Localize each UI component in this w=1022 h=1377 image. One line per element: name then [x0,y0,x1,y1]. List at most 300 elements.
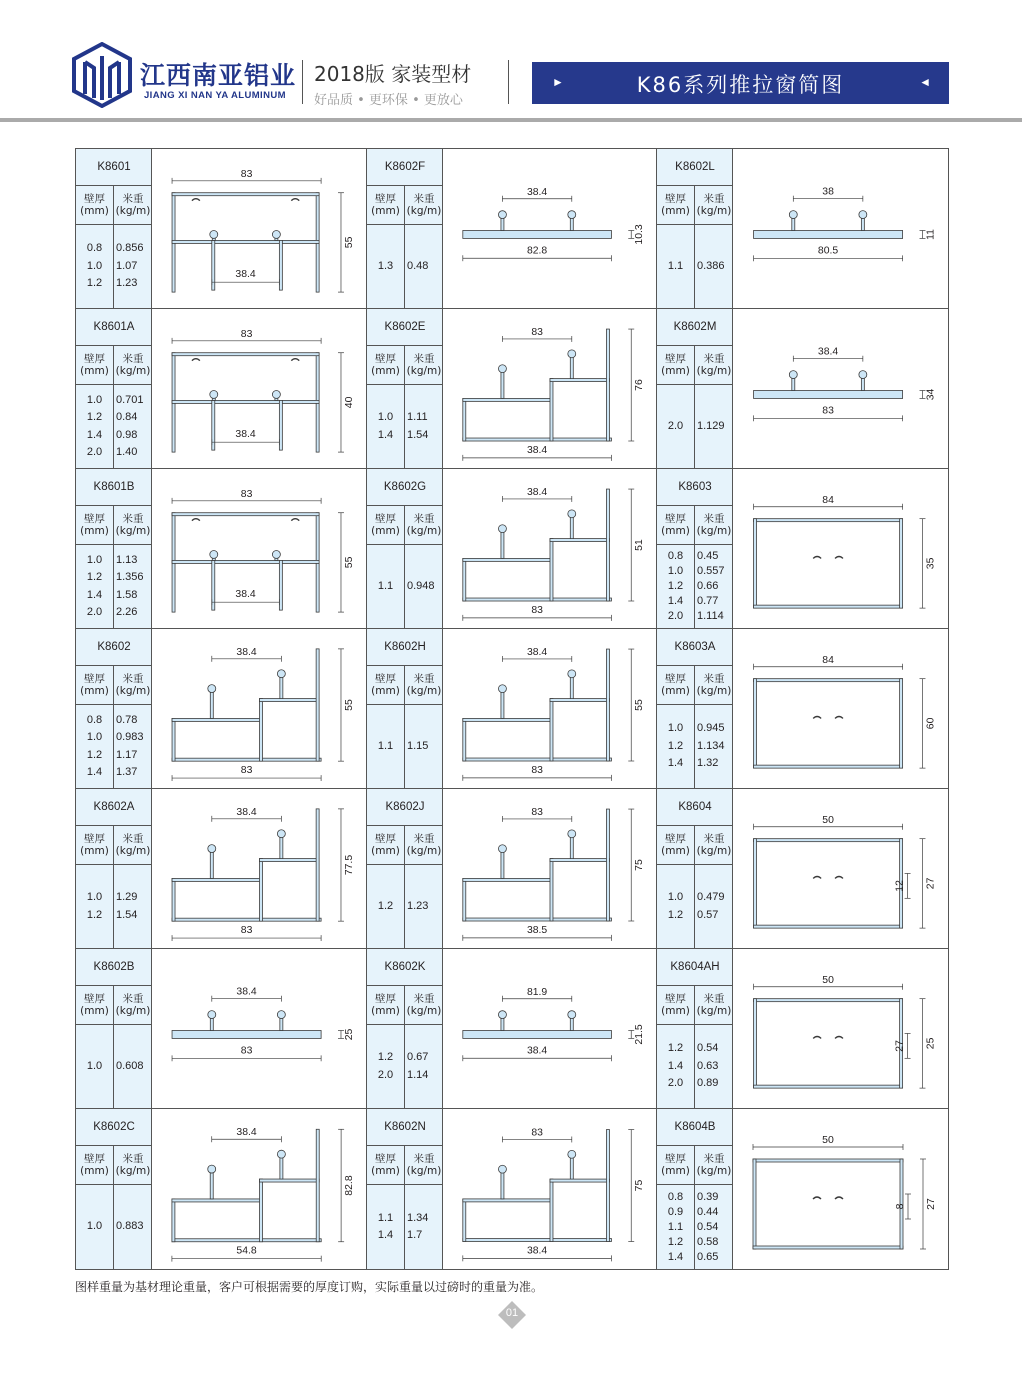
profile-drawing [152,309,366,468]
thickness-header [657,185,695,225]
spec-panel [657,789,733,948]
weight-value: 0.65 [697,1250,719,1263]
profile-code: K8602A [76,789,152,826]
weight-value: 0.948 [407,579,435,592]
weight-value: 0.98 [116,428,138,441]
weight-value: 0.44 [697,1205,719,1218]
thickness-values [657,225,694,308]
svg-text:77.5: 77.5 [343,854,355,876]
thickness-values [657,705,694,788]
profile-code: K8602H [367,629,443,666]
weight-header [114,665,152,705]
thickness-values [76,1185,113,1269]
weight-header [405,985,443,1025]
profile-code: K8603 [657,469,733,506]
thickness-value: 1.4 [667,757,684,770]
footnote: 图样重量为基材理论重量，客户可根据需要的厚度订购，实际重量以过磅时的重量为准。 [75,1280,544,1294]
thickness-header-label: 壁厚 [84,513,105,525]
thickness-value: 0.8 [86,713,103,726]
profile-cell-k8602e [367,309,657,469]
profile-section-diagram [443,629,656,788]
weight-values [114,865,152,948]
weight-values [695,545,733,628]
thickness-header [76,505,114,545]
thickness-values [76,225,113,308]
profile-cell-k8602l [657,149,948,309]
profile-drawing [733,149,948,308]
weight-header-unit: (kg/m) [115,205,151,217]
svg-text:82.8: 82.8 [344,1175,356,1196]
thickness-value: 0.8 [86,242,103,255]
thickness-value: 1.3 [377,259,394,272]
arrow-right-icon: ► [552,75,564,89]
weight-value: 1.15 [407,739,429,752]
header-divider [508,60,509,104]
weight-values [114,1025,152,1108]
thickness-value: 1.0 [86,259,103,272]
weight-header-label: 米重 [703,833,725,845]
profile-cell-k8602j [367,789,657,949]
title-bar [532,62,949,104]
thickness-values [367,385,404,468]
thickness-header [76,345,114,385]
spec-panel [76,629,152,788]
profile-cell-k8602g [367,469,657,629]
thickness-values [76,705,113,788]
thickness-values [657,1025,694,1108]
thickness-header-unit: (mm) [371,525,400,537]
thickness-value: 1.1 [667,259,684,272]
profile-section-diagram [443,469,656,628]
svg-text:38.5: 38.5 [526,924,548,936]
thickness-value: 1.0 [667,722,684,735]
profile-code: K8602B [76,949,152,986]
weight-header-unit: (kg/m) [115,1165,151,1177]
arrow-left-icon: ◄ [919,75,931,89]
thickness-header-unit: (mm) [80,685,109,697]
weight-values [114,545,152,628]
profile-code: K8602N [367,1109,443,1146]
thickness-values [76,1025,113,1108]
profile-code: K8601 [76,149,152,186]
weight-values [114,225,152,308]
weight-values [405,705,443,788]
spec-panel [367,469,443,628]
spec-panel [657,949,733,1108]
weight-value: 0.89 [697,1077,719,1090]
thickness-header-label: 壁厚 [375,673,396,685]
thickness-header [367,665,405,705]
svg-text:50: 50 [822,1134,834,1146]
weight-value: 0.983 [116,731,144,743]
svg-text:81.9: 81.9 [526,986,548,998]
thickness-header-unit: (mm) [80,1165,109,1177]
thickness-value: 2.0 [377,1068,394,1081]
weight-value: 1.34 [407,1211,429,1224]
profile-drawing [733,789,948,948]
weight-header [695,825,733,865]
weight-header-label: 米重 [413,353,435,365]
weight-header [114,505,152,545]
thickness-header-label: 壁厚 [375,1153,396,1165]
weight-header [114,345,152,385]
profile-code: K8602L [657,149,733,186]
weight-header-label: 米重 [413,1153,435,1165]
weight-value: 0.856 [116,242,144,255]
svg-text:84: 84 [822,494,834,506]
weight-header-label: 米重 [122,353,144,365]
thickness-header [657,1145,695,1185]
thickness-header-unit: (mm) [371,1005,400,1017]
weight-header-unit: (kg/m) [696,365,732,377]
thickness-header-unit: (mm) [80,1005,109,1017]
thickness-header-label: 壁厚 [665,833,686,845]
weight-header-unit: (kg/m) [696,845,732,857]
profile-drawing [443,1109,656,1269]
svg-text:27: 27 [894,1040,906,1052]
svg-text:51: 51 [634,539,646,551]
weight-value: 1.54 [407,428,429,441]
page-number-badge [497,1300,527,1330]
weight-value: 0.45 [697,550,719,562]
thickness-header [657,345,695,385]
profile-drawing [152,949,366,1108]
svg-text:38: 38 [822,186,834,198]
thickness-value: 1.2 [377,899,394,912]
svg-text:38.4: 38.4 [526,186,548,198]
thickness-values [367,545,404,628]
weight-header [114,1145,152,1185]
profile-drawing [733,309,948,468]
thickness-header [367,345,405,385]
spec-panel [367,1109,443,1269]
svg-text:21.5: 21.5 [634,1024,646,1045]
thickness-value: 2.0 [667,419,684,432]
weight-value: 1.7 [407,1229,423,1241]
profile-section-diagram [733,469,948,628]
weight-header-label: 米重 [413,513,435,525]
thickness-header [367,1145,405,1185]
thickness-header [367,185,405,225]
profile-drawing [443,789,656,948]
weight-value: 1.07 [116,259,138,272]
weight-value: 0.58 [697,1235,719,1248]
svg-text:27: 27 [925,877,937,890]
thickness-header-unit: (mm) [371,205,400,217]
thickness-header [657,985,695,1025]
weight-values [405,1025,443,1108]
weight-header-unit: (kg/m) [696,1005,732,1017]
svg-text:83: 83 [531,604,543,616]
svg-text:12: 12 [894,880,906,892]
weight-header [114,825,152,865]
page-title: K86系列推拉窗简图 [636,73,845,97]
profile-code: K8602J [367,789,443,826]
profile-code: K8602G [367,469,443,506]
spec-panel [367,629,443,788]
thickness-header-label: 壁厚 [84,673,105,685]
weight-header-unit: (kg/m) [406,1165,442,1177]
weight-header [695,185,733,225]
thickness-header-unit: (mm) [80,205,109,217]
weight-value: 1.114 [697,610,724,622]
profile-section-diagram [152,309,366,468]
thickness-value: 1.1 [377,1211,394,1224]
weight-header [405,185,443,225]
thickness-value: 1.1 [667,1220,684,1233]
weight-header-unit: (kg/m) [115,685,151,697]
thickness-header-unit: (mm) [80,845,109,857]
profile-code: K8603A [657,629,733,666]
weight-values [695,225,733,308]
weight-value: 1.58 [116,588,138,601]
svg-text:54.8: 54.8 [236,1245,257,1257]
weight-header-label: 米重 [413,673,435,685]
profile-drawing [443,949,656,1108]
spec-panel [657,1109,733,1269]
thickness-value: 0.8 [667,550,684,562]
profile-cell-k8602 [76,629,367,789]
thickness-header [76,985,114,1025]
thickness-value: 2.0 [86,446,103,458]
thickness-header [76,185,114,225]
weight-header-label: 米重 [703,193,725,205]
svg-text:75: 75 [634,859,646,871]
profile-cell-k8604ah [657,949,948,1109]
thickness-value: 1.2 [86,571,103,583]
thickness-header [367,985,405,1025]
weight-header-label: 米重 [122,673,144,685]
profile-section-diagram [152,789,366,948]
weight-value: 1.40 [116,446,138,458]
thickness-value: 1.0 [86,393,103,406]
weight-header [405,825,443,865]
svg-text:75: 75 [634,1179,646,1192]
svg-text:38.4: 38.4 [236,1127,257,1139]
weight-values [405,865,443,948]
svg-text:38.4: 38.4 [236,986,257,998]
thickness-header-unit: (mm) [371,845,400,857]
profile-cell-k8601a [76,309,367,469]
weight-values [405,1185,443,1269]
weight-value: 1.129 [697,419,725,432]
weight-value: 0.701 [116,393,144,406]
weight-value: 0.66 [697,580,719,592]
profile-cell-k8603a [657,629,948,789]
svg-text:50: 50 [822,974,834,986]
svg-text:38.4: 38.4 [526,1045,548,1057]
svg-text:82.8: 82.8 [526,245,548,257]
profile-section-diagram [443,949,656,1108]
svg-text:55: 55 [343,699,355,711]
weight-header-label: 米重 [703,1153,725,1165]
weight-value: 1.14 [407,1068,429,1081]
svg-text:76: 76 [634,379,646,391]
weight-header-unit: (kg/m) [696,1165,732,1177]
profile-code: K8602K [367,949,443,986]
thickness-header-unit: (mm) [661,1005,690,1017]
svg-text:25: 25 [925,1037,937,1050]
spec-panel [76,309,152,468]
svg-text:83: 83 [822,405,834,417]
svg-text:38.4: 38.4 [235,589,256,601]
profile-cell-k8604b [657,1109,948,1269]
thickness-header-label: 壁厚 [665,673,686,685]
thickness-value: 1.1 [377,579,394,592]
profile-section-diagram [733,149,948,308]
thickness-header [76,1145,114,1185]
profile-cell-k8602h [367,629,657,789]
spec-panel [657,309,733,468]
svg-text:34: 34 [925,388,937,401]
profile-section-diagram [152,1109,366,1269]
thickness-values [76,545,113,628]
svg-text:83: 83 [240,488,253,500]
thickness-value: 1.0 [377,411,394,423]
thickness-header-label: 壁厚 [375,993,396,1005]
thickness-header-label: 壁厚 [375,513,396,525]
weight-value: 0.67 [407,1051,429,1063]
thickness-value: 1.2 [667,908,684,921]
thickness-values [657,865,694,948]
profile-cell-k8602k [367,949,657,1109]
thickness-header-unit: (mm) [371,365,400,377]
weight-value: 0.945 [697,722,725,735]
spec-panel [76,789,152,948]
profile-section-diagram [443,309,656,468]
thickness-value: 1.0 [667,891,684,903]
weight-value: 0.608 [116,1059,144,1072]
thickness-value: 0.8 [667,1190,684,1203]
thickness-values [657,1185,694,1269]
thickness-value: 1.2 [667,1235,684,1248]
svg-text:60: 60 [925,717,937,730]
thickness-header [657,665,695,705]
weight-value: 1.32 [697,757,719,770]
svg-text:38.4: 38.4 [526,487,548,499]
weight-value: 2.26 [116,606,138,618]
svg-text:27: 27 [925,1198,937,1210]
thickness-value: 1.4 [667,1059,684,1072]
thickness-value: 1.2 [377,1051,394,1063]
thickness-value: 1.4 [377,1229,394,1241]
svg-text:38.4: 38.4 [526,1245,548,1257]
weight-header-label: 米重 [122,193,144,205]
weight-header [695,1145,733,1185]
weight-value: 0.57 [697,908,719,921]
svg-text:83: 83 [531,807,543,819]
thickness-value: 1.2 [667,739,684,752]
weight-value: 0.39 [697,1190,719,1203]
weight-values [695,865,733,948]
profile-cell-k8602a [76,789,367,949]
svg-text:10.3: 10.3 [634,224,646,245]
weight-header-label: 米重 [413,833,435,845]
thickness-value: 1.1 [377,739,394,752]
spec-panel [76,149,152,308]
thickness-header-unit: (mm) [661,205,690,217]
svg-text:8: 8 [894,1203,906,1210]
svg-text:25: 25 [343,1028,355,1041]
profile-drawing [152,469,366,628]
weight-header-unit: (kg/m) [115,845,151,857]
profile-section-diagram [733,949,948,1108]
profile-code: K8601A [76,309,152,346]
brand-name-cn: 江西南亚铝业 [140,61,297,90]
weight-value: 0.386 [697,259,725,272]
thickness-header [367,505,405,545]
weight-value: 1.356 [116,571,144,583]
profile-section-diagram [733,309,948,468]
profile-code: K8602M [657,309,733,346]
thickness-header [657,505,695,545]
thickness-header-label: 壁厚 [84,1153,105,1165]
thickness-values [657,545,694,628]
weight-value: 0.77 [697,595,719,607]
profile-cell-k8602n [367,1109,657,1269]
thickness-value: 2.0 [86,606,103,618]
weight-header-unit: (kg/m) [696,205,732,217]
profile-cell-k8601 [76,149,367,309]
profile-code: K8602C [76,1109,152,1146]
profile-cell-k8603 [657,469,948,629]
thickness-header-label: 壁厚 [665,513,686,525]
spec-panel [367,789,443,948]
thickness-header-unit: (mm) [371,685,400,697]
weight-header-unit: (kg/m) [406,205,442,217]
weight-value: 1.23 [407,899,429,912]
profile-cell-k8602f [367,149,657,309]
svg-text:83: 83 [240,925,253,937]
weight-header-label: 米重 [703,513,725,525]
weight-values [405,385,443,468]
thickness-header-label: 壁厚 [665,353,686,365]
weight-header-unit: (kg/m) [406,1005,442,1017]
weight-value: 0.479 [697,891,725,903]
profile-code: K8601B [76,469,152,506]
svg-text:80.5: 80.5 [817,245,839,257]
weight-header-label: 米重 [413,993,435,1005]
svg-text:38.4: 38.4 [236,806,257,818]
profile-drawing [443,149,656,308]
slogan: 好品质 • 更环保 • 更放心 [314,93,463,108]
weight-header [405,505,443,545]
thickness-value: 1.4 [86,588,103,601]
thickness-header-label: 壁厚 [84,993,105,1005]
company-logo-icon [72,42,132,108]
spec-panel [657,149,733,308]
svg-text:50: 50 [822,814,834,826]
svg-text:55: 55 [343,556,355,569]
thickness-value: 1.2 [667,1042,684,1055]
thickness-values [367,705,404,788]
profile-drawing [443,469,656,628]
weight-value: 0.883 [116,1220,144,1233]
profile-drawing [733,629,948,788]
spec-panel [367,309,443,468]
thickness-values [76,865,113,948]
weight-value: 0.557 [697,565,725,577]
thickness-header-label: 壁厚 [665,1153,686,1165]
svg-text:84: 84 [822,654,834,666]
profile-section-diagram [733,789,948,948]
weight-value: 1.37 [116,766,138,778]
profile-table [75,148,949,1270]
weight-value: 1.29 [116,891,138,903]
weight-values [405,225,443,308]
thickness-header [367,825,405,865]
thickness-value: 0.9 [667,1205,684,1218]
